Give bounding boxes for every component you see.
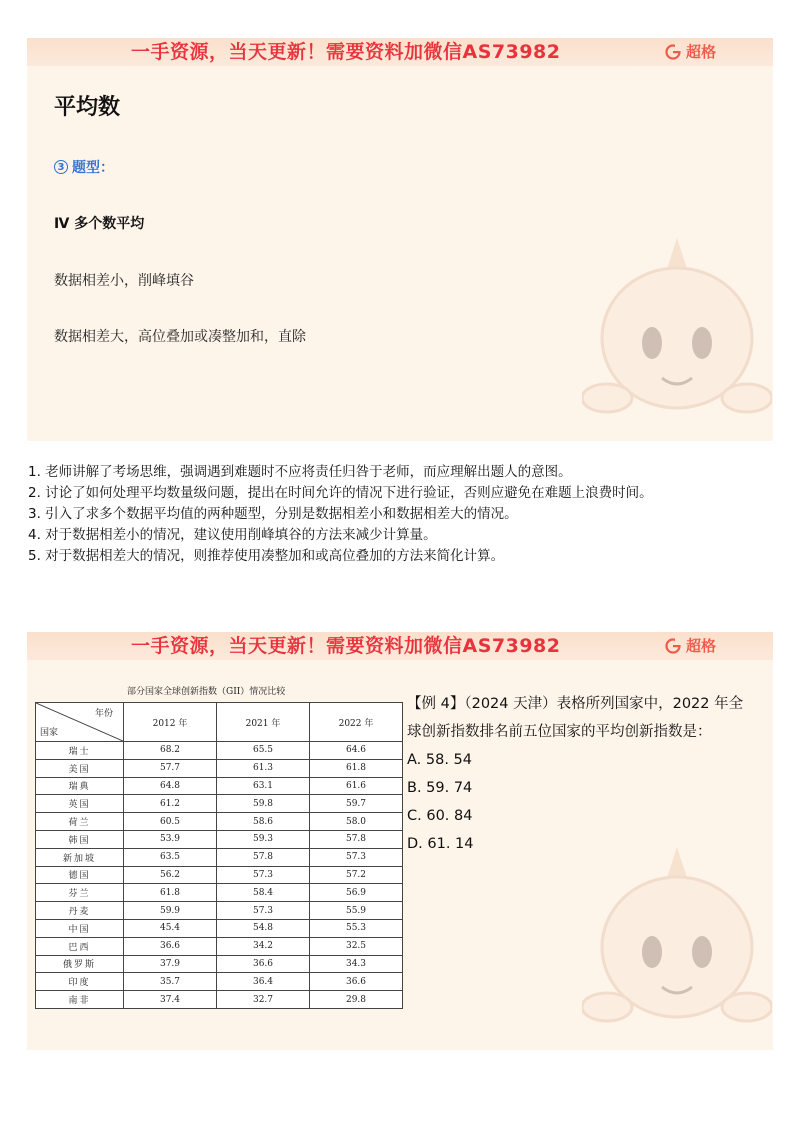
summary-item: 5. 对于数据相差大的情况，则推荐使用凑整加和或高位叠加的方法来简化计算。 bbox=[28, 548, 505, 564]
value-cell: 56.2 bbox=[124, 866, 217, 884]
corner-year-label: 年份 bbox=[94, 709, 113, 719]
value-cell: 59.9 bbox=[124, 902, 217, 920]
year-header: 2021 年 bbox=[217, 703, 310, 742]
country-cell: 新加坡 bbox=[36, 848, 124, 866]
value-cell: 61.2 bbox=[124, 795, 217, 813]
gii-table bbox=[35, 702, 403, 1009]
country-cell: 丹麦 bbox=[36, 902, 124, 920]
mascot-watermark-icon bbox=[582, 228, 772, 438]
value-cell: 59.8 bbox=[217, 795, 310, 813]
value-cell: 61.6 bbox=[310, 777, 403, 795]
value-cell: 56.9 bbox=[310, 884, 403, 902]
value-cell: 60.5 bbox=[124, 813, 217, 831]
country-cell: 中国 bbox=[36, 919, 124, 937]
banner-text: 一手资源，当天更新！需要资料加微信AS73982 bbox=[131, 635, 561, 657]
value-cell: 64.6 bbox=[310, 742, 403, 760]
value-cell: 29.8 bbox=[310, 991, 403, 1009]
corner-country-label: 国家 bbox=[40, 728, 59, 738]
value-cell: 36.6 bbox=[310, 973, 403, 991]
value-cell: 45.4 bbox=[124, 919, 217, 937]
value-cell: 32.7 bbox=[217, 991, 310, 1009]
question-prefix: 【例 4】 bbox=[407, 696, 465, 712]
table-row bbox=[36, 795, 403, 813]
value-cell: 64.8 bbox=[124, 777, 217, 795]
value-cell: 57.3 bbox=[310, 848, 403, 866]
rule-small-diff: 数据相差小，削峰填谷 bbox=[54, 273, 194, 289]
brand-g-icon bbox=[665, 638, 681, 654]
value-cell: 68.2 bbox=[124, 742, 217, 760]
circled-number: 3 bbox=[54, 160, 68, 174]
year-header: 2012 年 bbox=[124, 703, 217, 742]
value-cell: 61.8 bbox=[310, 759, 403, 777]
brand-name: 超格 bbox=[686, 637, 717, 655]
option-b: B. 59. 74 bbox=[407, 780, 473, 796]
country-cell: 荷兰 bbox=[36, 813, 124, 831]
slide-average-types bbox=[27, 38, 773, 441]
summary-item: 4. 对于数据相差小的情况，建议使用削峰填谷的方法来减少计算量。 bbox=[28, 527, 437, 543]
value-cell: 58.6 bbox=[217, 813, 310, 831]
value-cell: 32.5 bbox=[310, 937, 403, 955]
value-cell: 53.9 bbox=[124, 830, 217, 848]
country-cell: 印度 bbox=[36, 973, 124, 991]
table-row bbox=[36, 955, 403, 973]
value-cell: 57.7 bbox=[124, 759, 217, 777]
brand-g-icon bbox=[665, 44, 681, 60]
value-cell: 34.3 bbox=[310, 955, 403, 973]
page-title: 平均数 bbox=[54, 95, 121, 120]
country-cell: 南非 bbox=[36, 991, 124, 1009]
table-row bbox=[36, 884, 403, 902]
value-cell: 35.7 bbox=[124, 973, 217, 991]
slide-example-question bbox=[27, 632, 773, 1050]
table-row bbox=[36, 759, 403, 777]
question-block bbox=[407, 690, 752, 858]
value-cell: 65.5 bbox=[217, 742, 310, 760]
value-cell: 34.2 bbox=[217, 937, 310, 955]
country-cell: 韩国 bbox=[36, 830, 124, 848]
option-d: D. 61. 14 bbox=[407, 836, 474, 852]
brand-name: 超格 bbox=[686, 43, 717, 61]
table-row bbox=[36, 937, 403, 955]
value-cell: 55.9 bbox=[310, 902, 403, 920]
value-cell: 57.3 bbox=[217, 902, 310, 920]
value-cell: 61.8 bbox=[124, 884, 217, 902]
table-corner-header bbox=[36, 703, 124, 742]
value-cell: 63.5 bbox=[124, 848, 217, 866]
value-cell: 55.3 bbox=[310, 919, 403, 937]
value-cell: 37.9 bbox=[124, 955, 217, 973]
value-cell: 57.3 bbox=[217, 866, 310, 884]
option-a: A. 58. 54 bbox=[407, 752, 473, 768]
brand-logo-area bbox=[665, 632, 716, 660]
table-row bbox=[36, 902, 403, 920]
option-c: C. 60. 84 bbox=[407, 808, 473, 824]
summary-item: 1. 老师讲解了考场思维，强调遇到难题时不应将责任归咎于老师，而应理解出题人的意图。 bbox=[28, 464, 572, 480]
table-row bbox=[36, 848, 403, 866]
year-header: 2022 年 bbox=[310, 703, 403, 742]
country-cell: 巴西 bbox=[36, 937, 124, 955]
country-cell: 瑞典 bbox=[36, 777, 124, 795]
value-cell: 36.4 bbox=[217, 973, 310, 991]
country-cell: 瑞士 bbox=[36, 742, 124, 760]
summary-item: 2. 讨论了如何处理平均数量级问题，提出在时间允许的情况下进行验证，否则应避免在难题上浪费时间。 bbox=[28, 485, 653, 501]
country-cell: 英国 bbox=[36, 795, 124, 813]
banner bbox=[27, 38, 773, 66]
value-cell: 36.6 bbox=[217, 955, 310, 973]
value-cell: 54.8 bbox=[217, 919, 310, 937]
value-cell: 59.3 bbox=[217, 830, 310, 848]
value-cell: 59.7 bbox=[310, 795, 403, 813]
banner-text: 一手资源，当天更新！需要资料加微信AS73982 bbox=[131, 41, 561, 63]
summary-list bbox=[28, 462, 773, 567]
table-row bbox=[36, 777, 403, 795]
value-cell: 57.8 bbox=[217, 848, 310, 866]
table-row bbox=[36, 742, 403, 760]
mascot-watermark-icon bbox=[582, 837, 772, 1047]
table-title: 部分国家全球创新指数（GII）情况比较 bbox=[127, 687, 286, 697]
question-text: （2024 天津）表格所列国家中，2022 年全球创新指数排名前五位国家的平均创新指数是： bbox=[407, 696, 744, 740]
question-stem bbox=[407, 690, 752, 746]
rule-large-diff: 数据相差大，高位叠加或凑整加和，直除 bbox=[54, 329, 306, 345]
table-row bbox=[36, 813, 403, 831]
subhead-label: 题型： bbox=[72, 160, 114, 176]
table-row bbox=[36, 973, 403, 991]
country-cell: 美国 bbox=[36, 759, 124, 777]
value-cell: 57.8 bbox=[310, 830, 403, 848]
value-cell: 37.4 bbox=[124, 991, 217, 1009]
value-cell: 61.3 bbox=[217, 759, 310, 777]
table-body bbox=[36, 742, 403, 1009]
table-row bbox=[36, 919, 403, 937]
summary-item: 3. 引入了求多个数据平均值的两种题型，分别是数据相差小和数据相差大的情况。 bbox=[28, 506, 518, 522]
banner bbox=[27, 632, 773, 660]
table-row bbox=[36, 991, 403, 1009]
table-row bbox=[36, 830, 403, 848]
subhead bbox=[54, 157, 114, 177]
value-cell: 36.6 bbox=[124, 937, 217, 955]
brand-logo-area bbox=[665, 38, 716, 66]
country-cell: 俄罗斯 bbox=[36, 955, 124, 973]
table-row bbox=[36, 866, 403, 884]
value-cell: 58.4 bbox=[217, 884, 310, 902]
section-heading: Ⅳ 多个数平均 bbox=[54, 216, 145, 232]
value-cell: 57.2 bbox=[310, 866, 403, 884]
value-cell: 58.0 bbox=[310, 813, 403, 831]
country-cell: 德国 bbox=[36, 866, 124, 884]
country-cell: 芬兰 bbox=[36, 884, 124, 902]
value-cell: 63.1 bbox=[217, 777, 310, 795]
